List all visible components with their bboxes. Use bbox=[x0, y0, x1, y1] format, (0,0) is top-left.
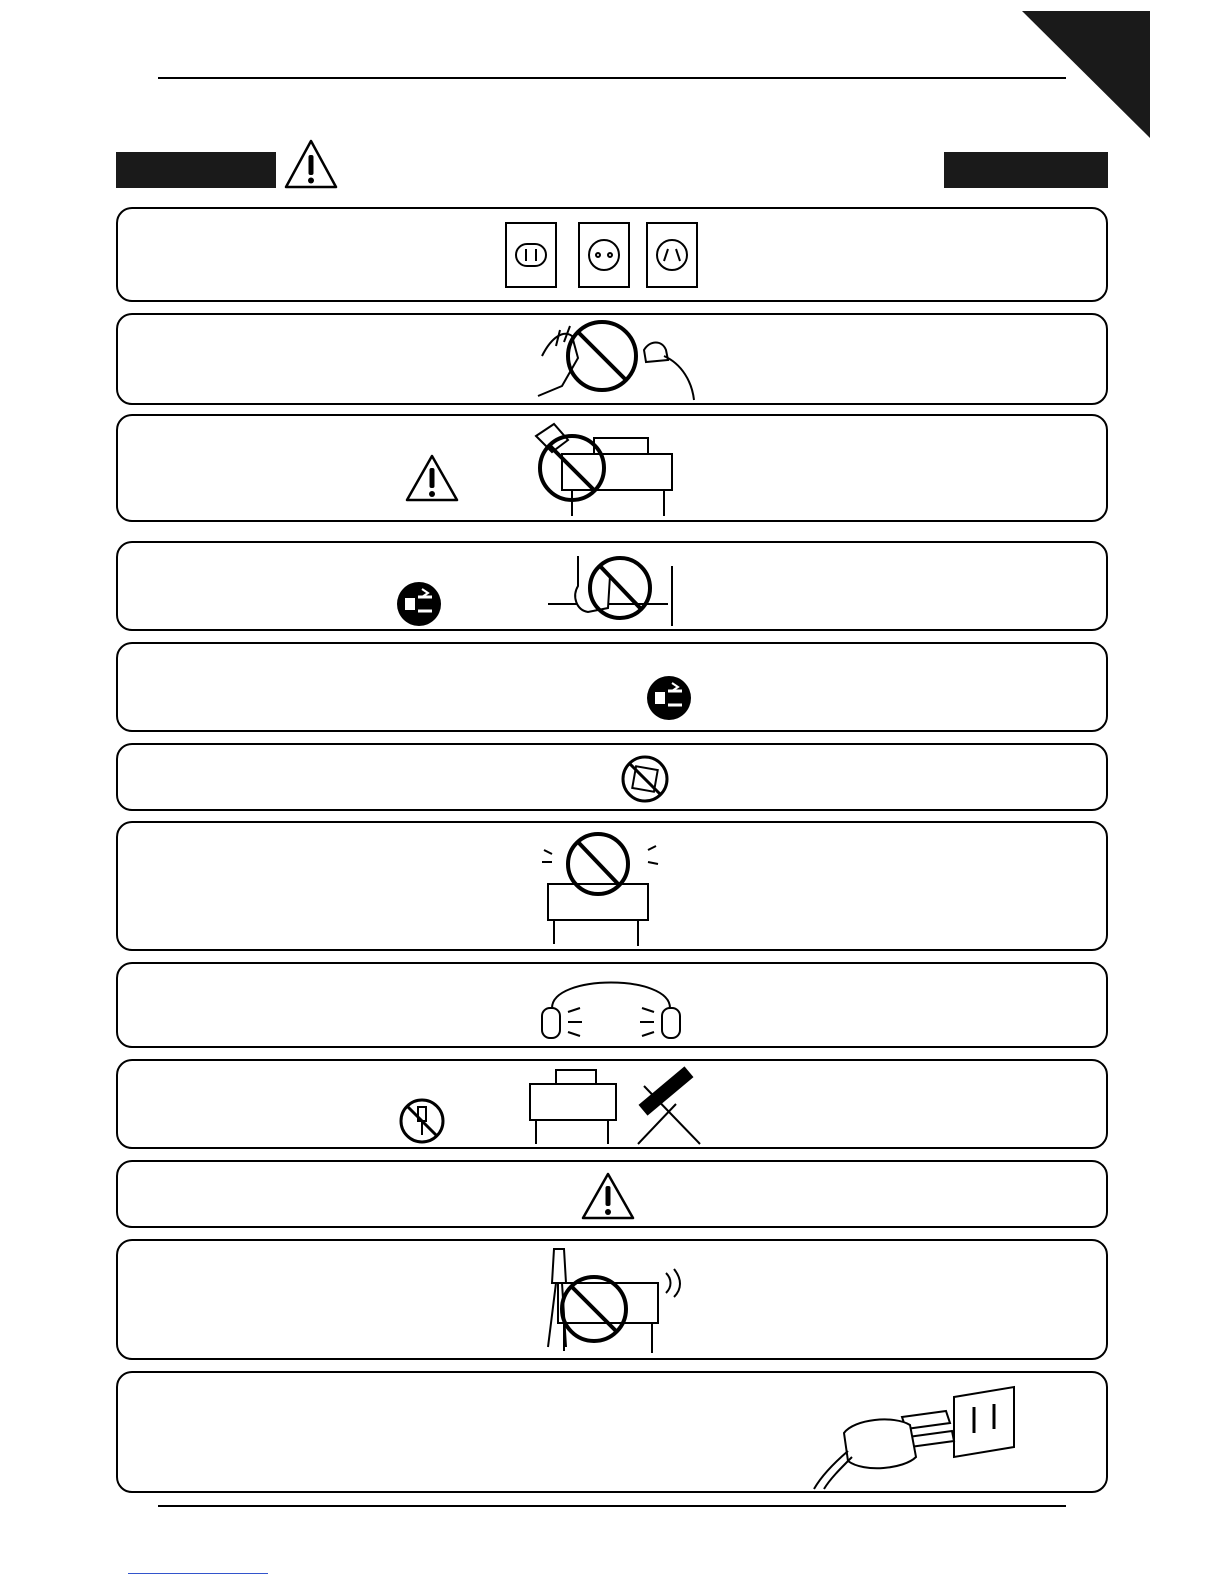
plug-and-outlet-illustration bbox=[814, 1377, 1024, 1491]
no-water-icon bbox=[620, 754, 670, 804]
warning-triangle-icon bbox=[404, 453, 460, 503]
unplug-icon bbox=[646, 675, 692, 721]
no-disassemble-icon bbox=[398, 1097, 446, 1145]
no-heavy-objects-illustration bbox=[538, 826, 664, 950]
outlet-type-a-icon bbox=[505, 222, 557, 288]
outlet-type-round-icon bbox=[578, 222, 630, 288]
no-forcing-illustration bbox=[548, 546, 678, 630]
warning-header-bar-right bbox=[944, 152, 1108, 188]
panel-unplug-long bbox=[116, 642, 1108, 732]
tools-piano-illustration bbox=[526, 1064, 706, 1148]
link-underline bbox=[128, 1573, 268, 1574]
no-wet-hands-plug-illustration bbox=[532, 316, 702, 402]
footer-rule bbox=[158, 1505, 1066, 1507]
warning-triangle-icon bbox=[580, 1171, 636, 1221]
unplug-icon bbox=[396, 581, 442, 627]
no-moving-illustration bbox=[534, 1243, 684, 1357]
no-liquid-on-piano-illustration bbox=[532, 420, 678, 518]
outlet-type-angled-icon bbox=[646, 222, 698, 288]
warning-triangle-icon bbox=[284, 138, 338, 190]
header-rule bbox=[158, 77, 1066, 79]
warning-header-bar bbox=[116, 152, 276, 188]
headphones-illustration bbox=[536, 968, 686, 1044]
panel-no-water bbox=[116, 743, 1108, 811]
